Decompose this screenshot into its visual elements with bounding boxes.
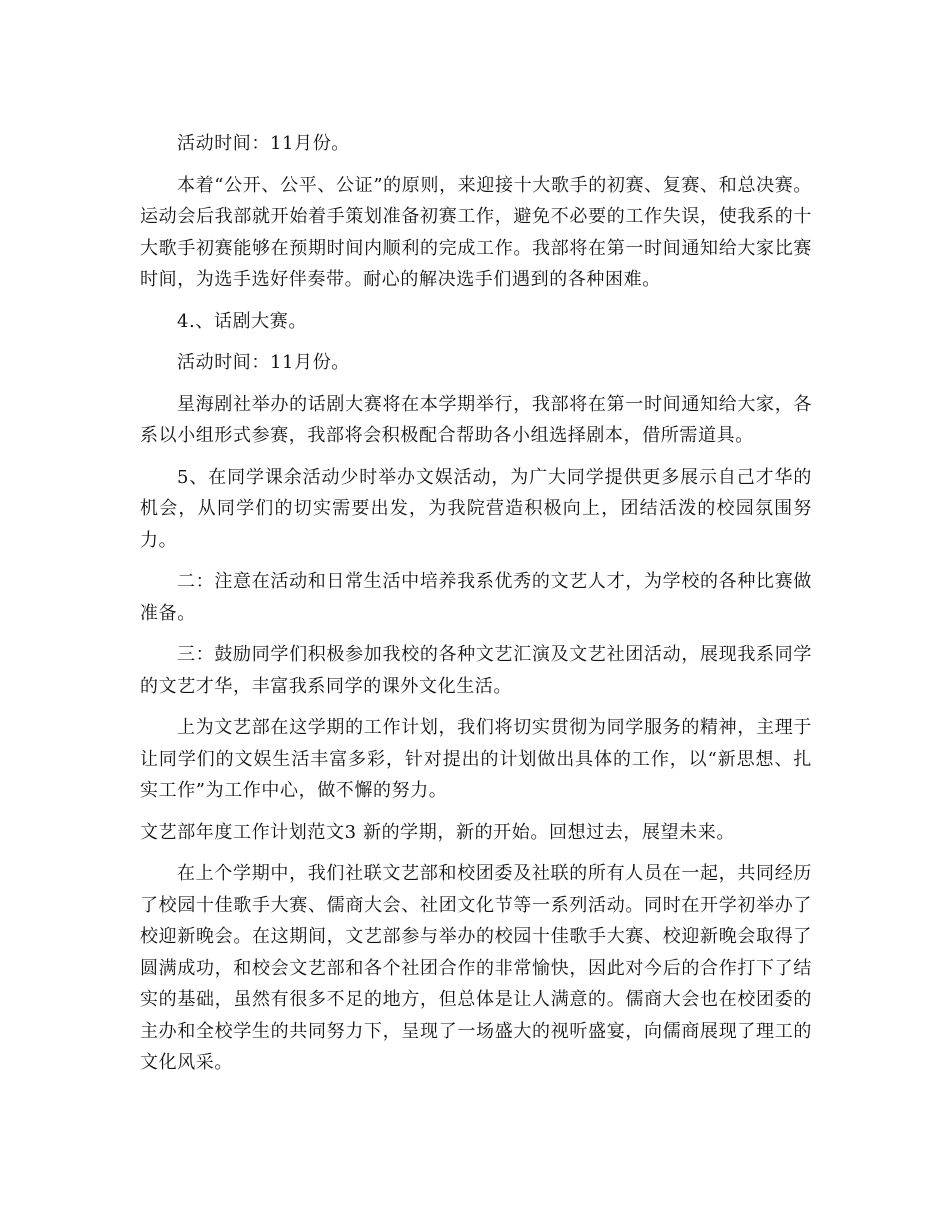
paragraph-section-two: 二：注意在活动和日常生活中培养我系优秀的文艺人才，为学校的各种比赛做准备。 bbox=[140, 571, 812, 624]
paragraph-last-semester: 在上个学期中，我们社联文艺部和校团委及社联的所有人员在一起，共同经历了校园十佳歌手大赛、儒商大会、社团文化节等一系列活动。同时在开学初举办了校迎新晚会。在这期间，文艺部参与举办的校园十佳歌手大赛、校迎新晚会取得了圆满成功，和校会文艺部和各个社团合作的非常愉快，因此对今后的合作打下了结实的基础，虽然有很多不足的地方，但总体是让人满意的。儒商大会也在校团委的主办和全校学生的共同努力下，呈现了一场盛大的视听盛宴，向儒商展现了理工的文化风采。 bbox=[140, 863, 812, 1073]
paragraph-section-three: 三：鼓励同学们积极参加我校的各种文艺汇演及文艺社团活动，展现我系同学的文艺才华，丰富我系同学的课外文化生活。 bbox=[140, 644, 812, 697]
paragraph-plan-3-heading: 文艺部年度工作计划范文3 新的学期，新的开始。回想过去，展望未来。 bbox=[140, 821, 735, 843]
paragraph-summary: 上为文艺部在这学期的工作计划，我们将切实贯彻为同学服务的精神，主理于让同学们的文娱生活丰富多彩，针对提出的计划做出具体的工作，以“新思想、扎实工作”为工作中心，做不懈的努力。 bbox=[140, 717, 812, 801]
document-body bbox=[140, 128, 812, 1089]
paragraph-activity-time-1: 活动时间：11月份。 bbox=[177, 133, 350, 154]
paragraph-item-5: 5、在同学课余活动少时举办文娱活动，为广大同学提供更多展示自己才华的机会，从同学们的切实需要出发，为我院营造积极向上，团结活泼的校园氛围努力。 bbox=[140, 466, 812, 551]
paragraph-drama-contest: 星海剧社举办的话剧大赛将在本学期举行，我部将在第一时间通知给大家，各系以小组形式参赛，我部将会积极配合帮助各小组选择剧本，借所需道具。 bbox=[140, 393, 812, 446]
paragraph-drama-heading: 4.、话剧大赛。 bbox=[177, 310, 307, 332]
paragraph-activity-time-2: 活动时间：11月份。 bbox=[177, 352, 350, 373]
paragraph-singer-contest: 本着“公开、公平、公证”的原则，来迎接十大歌手的初赛、复赛、和总决赛。运动会后我部就开始着手策划准备初赛工作，避免不必要的工作失误，使我系的十大歌手初赛能够在预期时间内顺利的完成工作。我部将在第一时间通知给大家比赛时间，为选手选好伴奏带。耐心的解决选手们遇到的各种困难。 bbox=[140, 174, 812, 290]
